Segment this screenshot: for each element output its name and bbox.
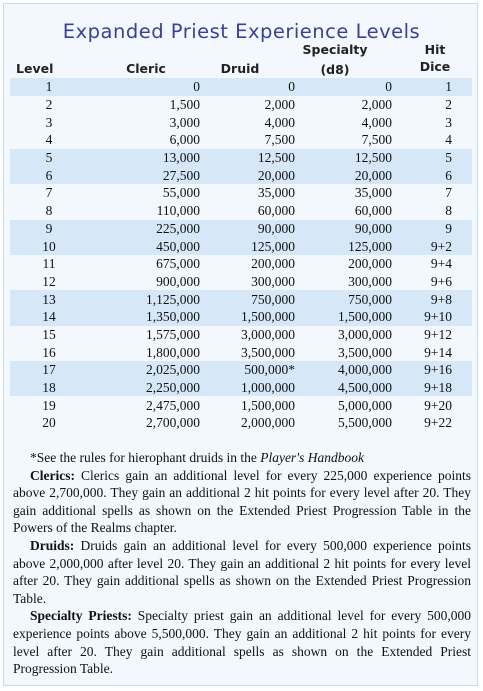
hit-dice-cell: 2 (445, 97, 452, 113)
specialty-xp-cell: 125,000 (297, 237, 400, 255)
level-cell: 1 (10, 78, 88, 96)
hit-dice-cell: 7 (445, 185, 452, 201)
specialty-xp-cell: 60,000 (354, 203, 392, 219)
specialty-xp-cell: 35,000 (354, 185, 392, 201)
header-specialty-line1: Specialty (302, 42, 368, 57)
specialty-xp-cell: 0 (297, 78, 400, 96)
hit-dice-cell: 9 (400, 220, 472, 238)
cleric-xp-cell: 1,125,000 (88, 290, 213, 308)
druid-xp-cell: 90,000 (213, 220, 297, 238)
specialty-xp-cell: 3,500,000 (338, 344, 392, 360)
specialty-xp-cell: 5,000,000 (338, 397, 392, 413)
specialty-xp-cell: 2,000 (361, 97, 392, 113)
cleric-xp-cell: 2,250,000 (88, 379, 213, 397)
druid-xp-cell: 4,000 (264, 114, 295, 130)
priest-levels-sidebar (3, 3, 478, 686)
table-row (10, 308, 472, 326)
note-clerics (13, 467, 471, 537)
hit-dice-cell: 6 (400, 166, 472, 184)
specialty-xp-cell: 7,500 (361, 132, 392, 148)
table-row (10, 96, 472, 114)
experience-table (10, 78, 472, 432)
hit-dice-cell: 9+8 (400, 290, 472, 308)
cleric-xp-cell: 6,000 (169, 132, 200, 148)
cleric-xp-cell: 2,025,000 (88, 361, 213, 379)
cleric-xp-cell: 13,000 (88, 149, 213, 167)
level-cell: 13 (10, 290, 88, 308)
cleric-xp-cell: 3,000 (169, 114, 200, 130)
specialty-xp-cell: 1,500,000 (297, 308, 400, 326)
specialty-xp-cell: 20,000 (297, 166, 400, 184)
specialty-xp-cell: 12,500 (297, 149, 400, 167)
cleric-xp-cell: 450,000 (88, 237, 213, 255)
cleric-xp-cell: 1,800,000 (146, 344, 200, 360)
footnote (13, 449, 471, 467)
table-row (10, 220, 472, 238)
footnote-book: Player's Handbook (260, 450, 364, 465)
table-row (10, 113, 472, 131)
specialty-xp-cell: 3,000,000 (338, 326, 392, 342)
druid-xp-cell: 1,500,000 (241, 397, 295, 413)
specialty-xp-cell: 200,000 (348, 256, 392, 272)
table-row (10, 379, 472, 397)
hit-dice-cell: 5 (400, 149, 472, 167)
hit-dice-cell: 9+18 (400, 379, 472, 397)
druid-xp-cell: 2,000,000 (241, 415, 295, 431)
druid-xp-cell: 125,000 (213, 237, 297, 255)
hit-dice-cell: 1 (400, 78, 472, 96)
table-row (10, 131, 472, 149)
level-cell: 7 (45, 185, 53, 201)
hit-dice-cell: 4 (445, 132, 452, 148)
table-row (10, 149, 472, 167)
level-cell: 8 (45, 203, 53, 219)
table-row (10, 326, 472, 344)
specialty-xp-cell: 750,000 (297, 290, 400, 308)
header-hit-line1: Hit (424, 42, 446, 57)
cleric-xp-cell: 110,000 (156, 203, 200, 219)
footnote-text: *See the rules for hierophant druids in the (30, 450, 261, 465)
druid-xp-cell: 200,000 (251, 256, 295, 272)
hit-dice-cell: 9+6 (430, 273, 452, 289)
table-row (10, 396, 472, 414)
druid-xp-cell: 750,000 (213, 290, 297, 308)
level-cell: 10 (10, 237, 88, 255)
header-specialty (287, 42, 383, 77)
cleric-xp-cell: 0 (88, 78, 213, 96)
druid-xp-cell: 2,000 (264, 97, 295, 113)
note-label: Clerics: (30, 467, 75, 483)
hit-dice-cell: 9+12 (424, 326, 452, 342)
level-cell: 18 (10, 379, 88, 397)
table-row (10, 273, 472, 291)
level-cell: 9 (10, 220, 88, 238)
level-cell: 2 (45, 97, 53, 113)
specialty-xp-cell: 5,500,000 (338, 415, 392, 431)
table-row (10, 237, 472, 255)
table-title: Expanded Priest Experience Levels (62, 20, 421, 43)
level-cell: 5 (10, 149, 88, 167)
hit-dice-cell: 9+16 (400, 361, 472, 379)
level-cell: 16 (42, 344, 56, 360)
cleric-xp-cell: 55,000 (162, 185, 200, 201)
hit-dice-cell: 3 (445, 114, 452, 130)
cleric-xp-cell: 675,000 (156, 256, 200, 272)
table-row (10, 166, 472, 184)
specialty-xp-cell: 90,000 (297, 220, 400, 238)
table-row (10, 290, 472, 308)
druid-xp-cell: 3,500,000 (241, 344, 295, 360)
hit-dice-cell: 9+20 (424, 397, 452, 413)
cleric-xp-cell: 900,000 (156, 273, 200, 289)
table-row (10, 414, 472, 432)
header-hit-line2: Dice (419, 59, 451, 74)
level-cell: 17 (10, 361, 88, 379)
header-cleric: Cleric (126, 61, 166, 76)
note-text: Clerics gain an additional level for every 225,000 experience points above 2,700,000. They gain an additional 2 hit points for every level after 20. They gain additional spells as shown on the Extended Priest Progression Table in the Powers of the Realms chapter. (13, 467, 471, 536)
cleric-xp-cell: 1,575,000 (146, 326, 200, 342)
specialty-xp-cell: 4,000 (361, 114, 392, 130)
cleric-xp-cell: 225,000 (88, 220, 213, 238)
header-level: Level (16, 61, 54, 76)
cleric-xp-cell: 1,350,000 (88, 308, 213, 326)
level-cell: 4 (45, 132, 53, 148)
note-text: Specialty priest gain an additional level for every 500,000 experience points above 5,500,000. They gain an additional 2 hit points for every level after 20. They gain additional spells as shown on the Extended Priest Progression Table. (13, 608, 471, 677)
note-text: Druids gain an additional level for every 500,000 experience points above 2,000,000 after level 20. They gain an additional 2 hit points for every level after 20. They gain additional spells as shown on the Extended Priest Progression Table. (13, 537, 471, 606)
note-specialty-priests (13, 607, 471, 677)
hit-dice-cell: 8 (445, 203, 452, 219)
level-cell: 14 (10, 308, 88, 326)
header-druid: Druid (220, 61, 260, 76)
hit-dice-cell: 9+22 (424, 415, 452, 431)
hit-dice-cell: 9+2 (400, 237, 472, 255)
druid-xp-cell: 20,000 (213, 166, 297, 184)
notes-section (13, 449, 471, 678)
level-cell: 12 (42, 273, 56, 289)
druid-xp-cell: 0 (213, 78, 297, 96)
table-row (10, 343, 472, 361)
druid-xp-cell: 1,000,000 (213, 379, 297, 397)
level-cell: 20 (42, 415, 56, 431)
hit-dice-cell: 9+10 (400, 308, 472, 326)
cleric-xp-cell: 1,500 (169, 97, 200, 113)
note-label: Specialty Priests: (30, 608, 132, 624)
note-druids (13, 537, 471, 607)
table-row (10, 184, 472, 202)
level-cell: 11 (42, 256, 56, 272)
level-cell: 3 (45, 114, 53, 130)
table-row (10, 255, 472, 273)
level-cell: 6 (10, 166, 88, 184)
hit-dice-cell: 9+4 (430, 256, 452, 272)
level-cell: 15 (42, 326, 56, 342)
level-cell: 19 (42, 397, 56, 413)
druid-xp-cell: 500,000* (213, 361, 297, 379)
druid-xp-cell: 7,500 (264, 132, 295, 148)
header-specialty-line2: (d8) (320, 62, 350, 77)
druid-xp-cell: 1,500,000 (213, 308, 297, 326)
druid-xp-cell: 300,000 (251, 273, 295, 289)
druid-xp-cell: 3,000,000 (241, 326, 295, 342)
table-row (10, 202, 472, 220)
druid-xp-cell: 35,000 (257, 185, 295, 201)
hit-dice-cell: 9+14 (424, 344, 452, 360)
specialty-xp-cell: 300,000 (348, 273, 392, 289)
table-row (10, 78, 472, 96)
table-row (10, 361, 472, 379)
cleric-xp-cell: 2,700,000 (146, 415, 200, 431)
cleric-xp-cell: 27,500 (88, 166, 213, 184)
header-hit-dice (410, 42, 460, 74)
druid-xp-cell: 60,000 (257, 203, 295, 219)
specialty-xp-cell: 4,000,000 (297, 361, 400, 379)
note-label: Druids: (30, 537, 75, 553)
druid-xp-cell: 12,500 (213, 149, 297, 167)
cleric-xp-cell: 2,475,000 (146, 397, 200, 413)
specialty-xp-cell: 4,500,000 (297, 379, 400, 397)
